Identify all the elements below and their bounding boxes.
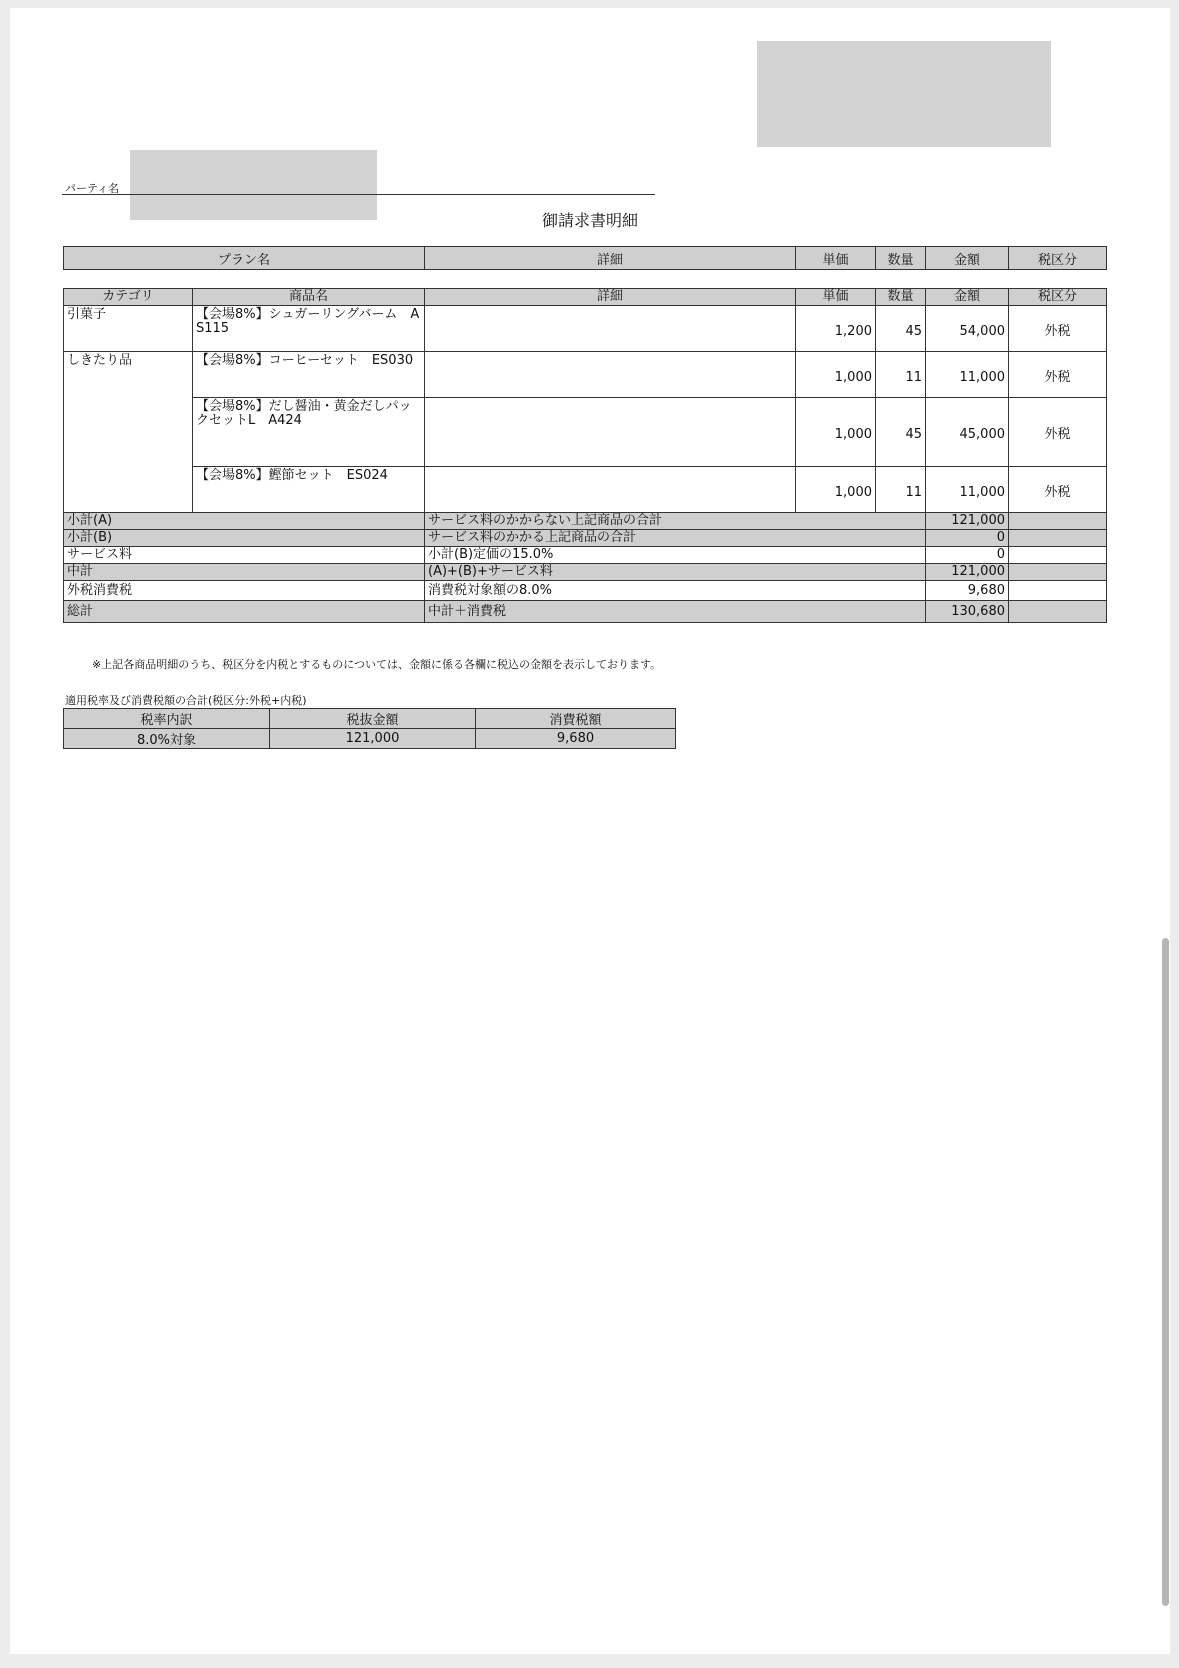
- summary-desc: (A)+(B)+サービス料: [425, 564, 926, 581]
- summary-desc: 小計(B)定価の15.0%: [425, 547, 926, 564]
- summary-label: 小計(A): [64, 513, 425, 530]
- party-underline: [62, 194, 655, 195]
- row-quantity: 45: [876, 306, 926, 352]
- row-unit-price: 1,000: [796, 398, 876, 467]
- summary-amount: 9,680: [926, 581, 1009, 601]
- summary-row-subtotal-a: [64, 513, 1107, 530]
- row-quantity: 11: [876, 467, 926, 513]
- plan-table: [63, 246, 1107, 270]
- tax-rate-cell: 8.0%対象: [64, 729, 270, 749]
- plan-header-price: 単価: [796, 247, 876, 270]
- items-header-name: 商品名: [193, 289, 425, 306]
- tax-note: ※上記各商品明細のうち、税区分を内税とするものについては、金額に係る各欄に税込の金額を表示しております。: [92, 658, 662, 671]
- summary-row-tax: [64, 581, 1107, 601]
- row-tax-type: 外税: [1009, 467, 1107, 513]
- table-row: [64, 352, 1107, 398]
- tax-header-tax: 消費税額: [476, 709, 676, 729]
- summary-label: 中計: [64, 564, 425, 581]
- summary-empty: [1009, 601, 1107, 623]
- document-title: 御請求書明細: [541, 211, 638, 230]
- summary-desc: 中計＋消費税: [425, 601, 926, 623]
- row-product-name: 【会場8%】コーヒーセット ES030: [193, 352, 425, 398]
- tax-summary-table: [63, 708, 676, 749]
- items-header-category: カテゴリ: [64, 289, 193, 306]
- summary-label: 小計(B): [64, 530, 425, 547]
- row-amount: 45,000: [926, 398, 1009, 467]
- row-product-name: 【会場8%】だし醤油・黄金だしパックセットL A424: [193, 398, 425, 467]
- row-unit-price: 1,000: [796, 467, 876, 513]
- items-header-detail: 詳細: [425, 289, 796, 306]
- table-row: [64, 467, 1107, 513]
- summary-desc: 消費税対象額の8.0%: [425, 581, 926, 601]
- items-header-amount: 金額: [926, 289, 1009, 306]
- summary-empty: [1009, 581, 1107, 601]
- row-unit-price: 1,200: [796, 306, 876, 352]
- plan-header-detail: 詳細: [425, 247, 796, 270]
- tax-net-cell: 121,000: [270, 729, 476, 749]
- table-row: [64, 398, 1107, 467]
- tax-amount-cell: 9,680: [476, 729, 676, 749]
- items-header-price: 単価: [796, 289, 876, 306]
- summary-desc: サービス料のかからない上記商品の合計: [425, 513, 926, 530]
- summary-label: サービス料: [64, 547, 425, 564]
- plan-header-tax: 税区分: [1009, 247, 1107, 270]
- summary-empty: [1009, 513, 1107, 530]
- summary-empty: [1009, 530, 1107, 547]
- row-tax-type: 外税: [1009, 306, 1107, 352]
- summary-empty: [1009, 564, 1107, 581]
- summary-amount: 121,000: [926, 564, 1009, 581]
- row-amount: 54,000: [926, 306, 1009, 352]
- tax-header-rate: 税率内訳: [64, 709, 270, 729]
- items-header-qty: 数量: [876, 289, 926, 306]
- row-quantity: 45: [876, 398, 926, 467]
- row-category: 引菓子: [64, 306, 193, 352]
- document-page: [10, 8, 1170, 1654]
- tax-header-net: 税抜金額: [270, 709, 476, 729]
- row-category: しきたり品: [64, 352, 193, 513]
- summary-row-midtotal: [64, 564, 1107, 581]
- row-detail: [425, 467, 796, 513]
- summary-desc: サービス料のかかる上記商品の合計: [425, 530, 926, 547]
- items-table: [63, 288, 1107, 623]
- row-product-name: 【会場8%】シュガーリングバーム A S115: [193, 306, 425, 352]
- row-tax-type: 外税: [1009, 398, 1107, 467]
- summary-amount: 130,680: [926, 601, 1009, 623]
- row-detail: [425, 352, 796, 398]
- row-tax-type: 外税: [1009, 352, 1107, 398]
- summary-row-subtotal-b: [64, 530, 1107, 547]
- redacted-area: [757, 41, 1051, 147]
- summary-row-total: [64, 601, 1107, 623]
- summary-amount: 0: [926, 530, 1009, 547]
- summary-label: 外税消費税: [64, 581, 425, 601]
- items-header-tax: 税区分: [1009, 289, 1107, 306]
- summary-row-service: [64, 547, 1107, 564]
- row-product-name: 【会場8%】鰹節セット ES024: [193, 467, 425, 513]
- row-amount: 11,000: [926, 467, 1009, 513]
- plan-header-name: プラン名: [64, 247, 425, 270]
- plan-header-amount: 金額: [926, 247, 1009, 270]
- table-row: [64, 306, 1107, 352]
- row-detail: [425, 306, 796, 352]
- table-row: [64, 729, 676, 749]
- vertical-scrollbar[interactable]: [1162, 938, 1169, 1606]
- row-amount: 11,000: [926, 352, 1009, 398]
- summary-label: 総計: [64, 601, 425, 623]
- row-detail: [425, 398, 796, 467]
- summary-empty: [1009, 547, 1107, 564]
- tax-summary-caption: 適用税率及び消費税額の合計(税区分:外税+内税): [65, 694, 307, 707]
- summary-amount: 0: [926, 547, 1009, 564]
- party-label: パーティ名: [65, 182, 120, 195]
- row-quantity: 11: [876, 352, 926, 398]
- plan-header-qty: 数量: [876, 247, 926, 270]
- row-unit-price: 1,000: [796, 352, 876, 398]
- summary-amount: 121,000: [926, 513, 1009, 530]
